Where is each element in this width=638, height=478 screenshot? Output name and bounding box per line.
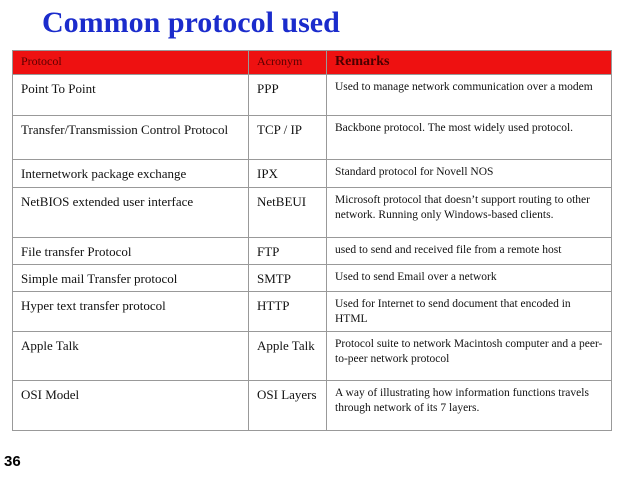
protocol-remarks: Backbone protocol. The most widely used protocol.	[327, 116, 612, 160]
table-row	[13, 160, 612, 188]
protocol-acronym: HTTP	[249, 292, 327, 332]
protocol-remarks: Protocol suite to network Macintosh computer and a peer-to-peer network protocol	[327, 332, 612, 381]
protocol-name: Transfer/Transmission Control Protocol	[13, 116, 249, 160]
protocol-remarks: A way of illustrating how information functions travels through network of its 7 layers.	[327, 381, 612, 431]
protocol-remarks: Used to send Email over a network	[327, 265, 612, 292]
protocol-name: Hyper text transfer protocol	[13, 292, 249, 332]
table-header-row	[13, 51, 612, 75]
header-protocol: Protocol	[13, 51, 249, 75]
protocol-acronym: OSI Layers	[249, 381, 327, 431]
header-remarks: Remarks	[327, 51, 612, 75]
protocol-remarks: Standard protocol for Novell NOS	[327, 160, 612, 188]
protocol-name: File transfer Protocol	[13, 238, 249, 265]
protocol-acronym: TCP / IP	[249, 116, 327, 160]
protocol-name: Apple Talk	[13, 332, 249, 381]
table-row	[13, 75, 612, 116]
protocol-acronym: PPP	[249, 75, 327, 116]
protocol-remarks: used to send and received file from a remote host	[327, 238, 612, 265]
protocol-name: NetBIOS extended user interface	[13, 188, 249, 238]
protocol-acronym: Apple Talk	[249, 332, 327, 381]
table-row	[13, 188, 612, 238]
table-row	[13, 292, 612, 332]
slide-title: Common protocol used	[42, 6, 340, 39]
table-row	[13, 381, 612, 431]
table-row	[13, 332, 612, 381]
protocol-name: Point To Point	[13, 75, 249, 116]
table-row	[13, 116, 612, 160]
protocol-remarks: Used for Internet to send document that encoded in HTML	[327, 292, 612, 332]
protocol-acronym: IPX	[249, 160, 327, 188]
protocol-remarks: Used to manage network communication over a modem	[327, 75, 612, 116]
table-row	[13, 265, 612, 292]
protocol-table	[12, 50, 612, 431]
protocol-acronym: SMTP	[249, 265, 327, 292]
protocol-name: Simple mail Transfer protocol	[13, 265, 249, 292]
protocol-acronym: NetBEUI	[249, 188, 327, 238]
table-row	[13, 238, 612, 265]
header-acronym: Acronym	[249, 51, 327, 75]
slide-number: 36	[4, 453, 21, 470]
protocol-remarks: Microsoft protocol that doesn’t support routing to other network. Running only Windows-based clients.	[327, 188, 612, 238]
protocol-name: OSI Model	[13, 381, 249, 431]
protocol-name: Internetwork package exchange	[13, 160, 249, 188]
protocol-acronym: FTP	[249, 238, 327, 265]
